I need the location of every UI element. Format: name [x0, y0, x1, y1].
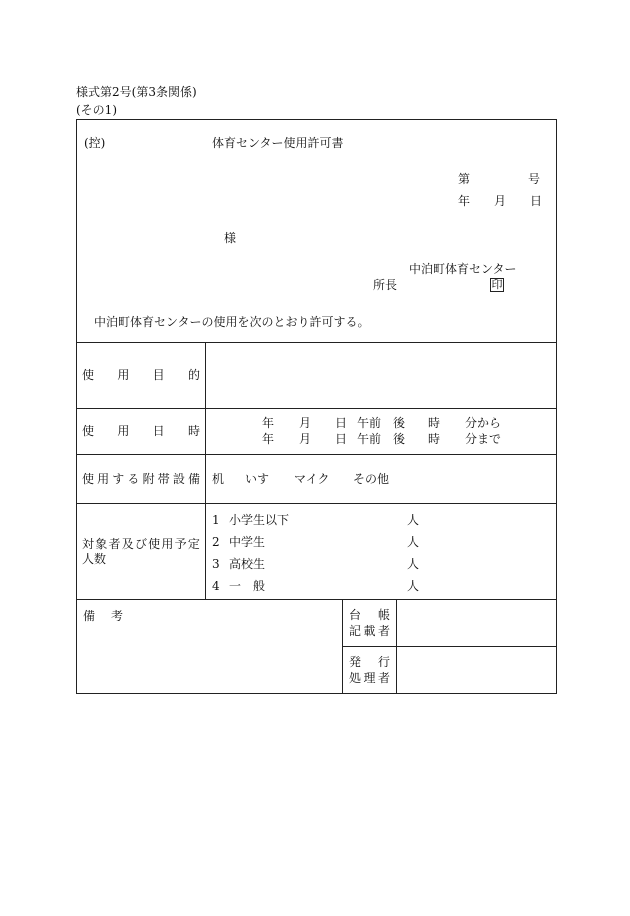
seal-mark: 印: [491, 278, 503, 291]
document-title: 体育センター使用許可書: [212, 136, 344, 150]
date-day: 日: [530, 194, 543, 208]
issuer-title: 所長: [373, 278, 398, 292]
equipment-chair[interactable]: いす: [245, 472, 270, 486]
date-month: 月: [494, 194, 507, 208]
number-suffix: 号: [528, 172, 541, 186]
equipment-desk[interactable]: 机: [212, 472, 225, 486]
equipment-microphone[interactable]: マイク: [294, 472, 330, 486]
issue-processor-field[interactable]: [402, 651, 550, 689]
number-prefix: 第: [458, 172, 471, 186]
issuer-organization: 中泊町体育センター: [409, 262, 517, 276]
target-label-line2: 人数: [82, 552, 107, 566]
copy-mark: (控): [84, 136, 106, 150]
equipment-label: 使 用 す る 附 帯 設 備: [82, 472, 200, 486]
issue-label-line1: 発 行: [349, 655, 390, 669]
equipment-other[interactable]: その他: [353, 472, 390, 486]
permission-statement: 中泊町体育センターの使用を次のとおり許可する。: [94, 315, 370, 329]
recipient-honorific: 様: [224, 231, 237, 245]
remarks-field[interactable]: [84, 626, 334, 686]
datetime-label: 使 用 日 時: [82, 424, 200, 438]
issue-label-line2: 処 理 者: [349, 671, 390, 685]
purpose-label: 使 用 目 的: [82, 368, 200, 382]
target-label-line1: 対 象 者 及 び 使 用 予 定: [82, 537, 200, 551]
date-year: 年: [458, 194, 471, 208]
ledger-label-line1: 台 帳: [349, 608, 390, 622]
remarks-label: 備 考: [83, 609, 124, 623]
ledger-label-line2: 記 載 者: [349, 624, 390, 638]
form-sub-number: (その1): [76, 103, 117, 117]
form-number: 様式第2号(第3条関係): [76, 85, 197, 99]
ledger-recorder-field[interactable]: [402, 604, 550, 642]
